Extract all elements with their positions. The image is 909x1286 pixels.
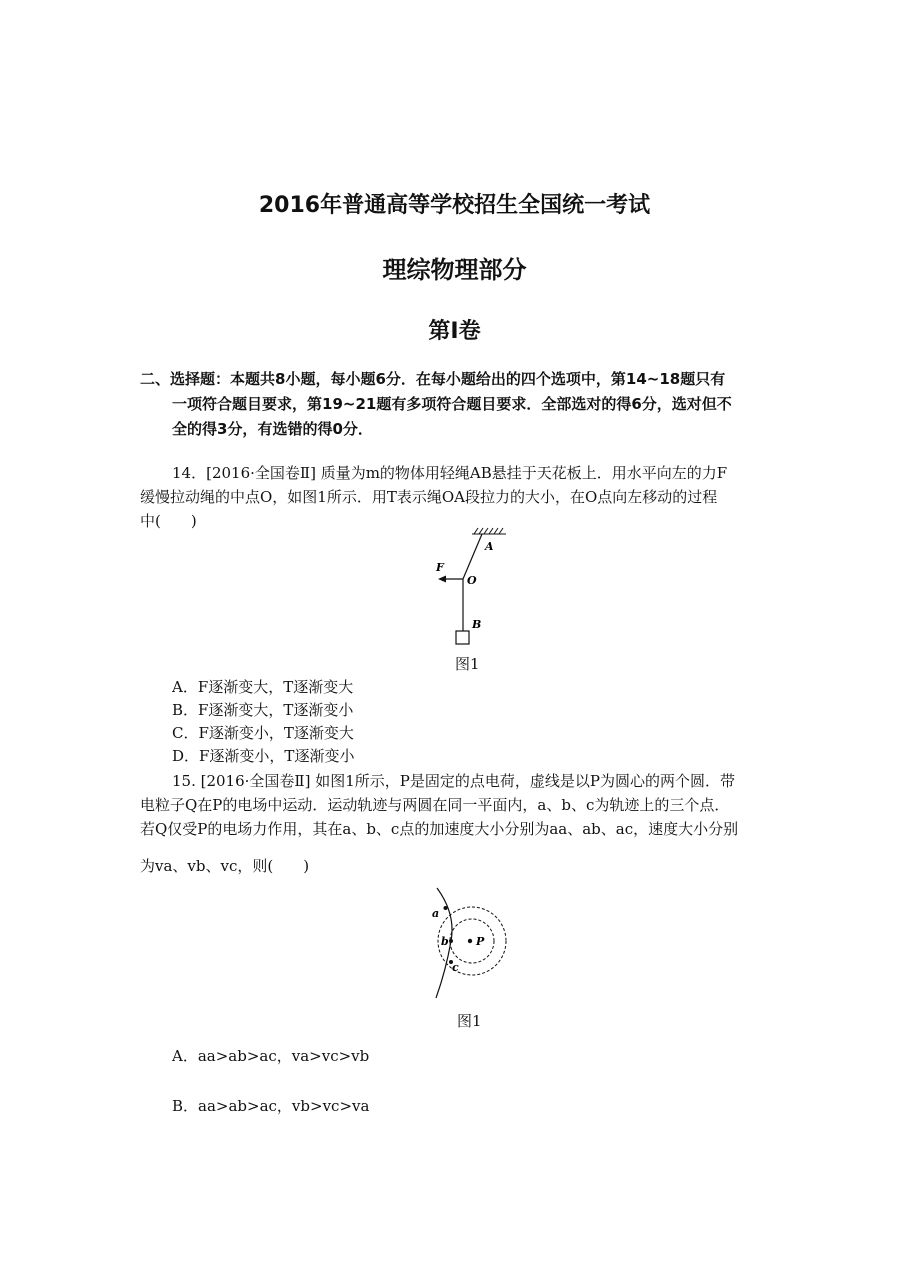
label-o: O	[467, 574, 477, 587]
label-f: F	[436, 561, 444, 574]
q14-stem-line2: 缓慢拉动绳的中点O，如图1所示．用T表示绳OA段拉力的大小，在O点向左移动的过程	[140, 488, 718, 506]
q14-option-d[interactable]: D．F逐渐变小，T逐渐变小	[172, 747, 355, 765]
label-a-point: a	[432, 907, 440, 920]
q15-figure	[420, 884, 520, 1004]
q14-stem-line1: 14．[2016·全国卷Ⅱ] 质量为m的物体用轻绳AB悬挂于天花板上．用水平向左的力F	[172, 464, 728, 482]
label-c-point: c	[452, 961, 459, 974]
ceiling-hatch	[472, 528, 506, 534]
q15-stem-line4: 为va、vb、vc，则( )	[140, 857, 310, 875]
point-b	[449, 939, 453, 943]
label-b-point: b	[441, 935, 449, 948]
force-arrowhead	[438, 576, 446, 583]
q15-option-b[interactable]: B．aa>ab>ac，vb>vc>va	[172, 1097, 370, 1115]
label-a: A	[485, 540, 494, 553]
rope-oa	[463, 534, 482, 579]
q14-option-a[interactable]: A．F逐渐变大，T逐渐变大	[172, 678, 354, 696]
mass-block	[456, 631, 469, 644]
section-instructions-line1: 二、选择题：本题共8小题，每小题6分．在每小题给出的四个选项中，第14~18题只有	[140, 370, 726, 388]
point-p	[468, 939, 472, 943]
q14-figure	[420, 524, 520, 650]
section-instructions-line3: 全的得3分，有选错的得0分．	[172, 420, 373, 438]
volume-title: 第Ⅰ卷	[428, 319, 481, 344]
q14-option-c[interactable]: C．F逐渐变小，T逐渐变大	[172, 724, 354, 742]
q14-option-b[interactable]: B．F逐渐变大，T逐渐变小	[172, 701, 354, 719]
exam-title: 2016年普通高等学校招生全国统一考试	[258, 193, 651, 218]
q15-option-a[interactable]: A．aa>ab>ac，va>vc>vb	[172, 1047, 370, 1065]
q14-stem-line3: 中( )	[140, 512, 197, 530]
q15-stem-line3: 若Q仅受P的电场力作用，其在a、b、c点的加速度大小分别为aa、ab、ac，速度大小分别	[140, 820, 739, 838]
subject-title: 理综物理部分	[382, 256, 527, 284]
label-b: B	[472, 618, 482, 631]
q15-figure-caption: 图1	[457, 1012, 482, 1030]
q15-stem-line1: 15. [2016·全国卷Ⅱ] 如图1所示，P是固定的点电荷，虚线是以P为圆心的两个圆．带	[172, 772, 735, 790]
section-instructions-line2: 一项符合题目要求，第19~21题有多项符合题目要求．全部选对的得6分，选对但不	[172, 395, 732, 413]
q15-stem-line2: 电粒子Q在P的电场中运动．运动轨迹与两圆在同一平面内，a、b、c为轨迹上的三个点．	[140, 796, 730, 814]
q14-figure-caption: 图1	[455, 655, 480, 673]
point-a	[444, 906, 448, 910]
label-p-point: P	[476, 935, 485, 948]
